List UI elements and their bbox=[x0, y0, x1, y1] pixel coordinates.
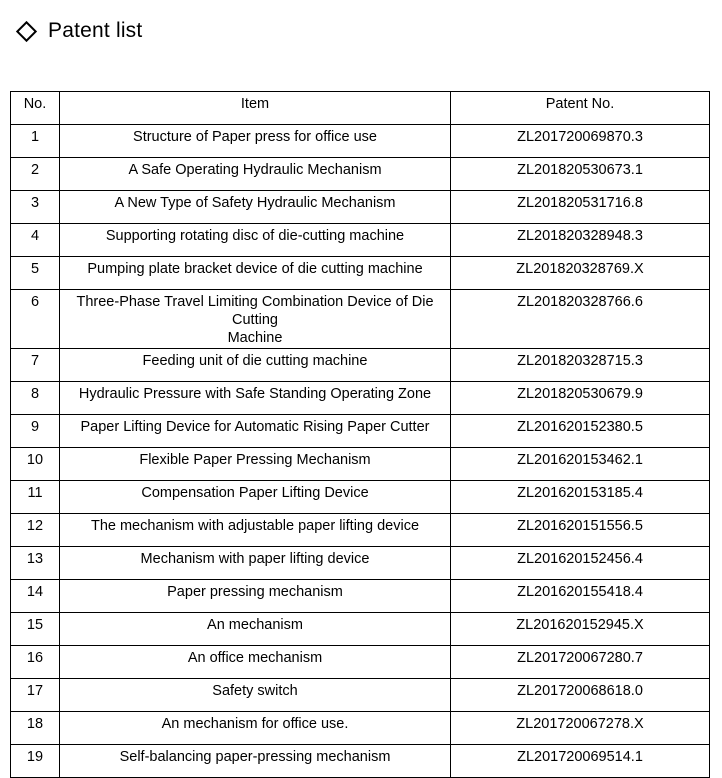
cell-item: Compensation Paper Lifting Device bbox=[60, 481, 451, 514]
table-row bbox=[11, 382, 710, 415]
cell-item: Supporting rotating disc of die-cutting machine bbox=[60, 224, 451, 257]
cell-no: 4 bbox=[11, 224, 60, 257]
table-row bbox=[11, 158, 710, 191]
cell-patent-no: ZL201820531716.8 bbox=[451, 191, 710, 224]
cell-no: 7 bbox=[11, 349, 60, 382]
cell-no: 12 bbox=[11, 514, 60, 547]
cell-item: Mechanism with paper lifting device bbox=[60, 547, 451, 580]
cell-no: 11 bbox=[11, 481, 60, 514]
table-row bbox=[11, 290, 710, 349]
cell-no: 16 bbox=[11, 646, 60, 679]
cell-no: 1 bbox=[11, 125, 60, 158]
cell-item: Feeding unit of die cutting machine bbox=[60, 349, 451, 382]
table-row bbox=[11, 679, 710, 712]
column-header-no: No. bbox=[11, 92, 60, 125]
cell-patent-no: ZL201820328769.X bbox=[451, 257, 710, 290]
cell-item: The mechanism with adjustable paper lifting device bbox=[60, 514, 451, 547]
table-row bbox=[11, 613, 710, 646]
table-row bbox=[11, 191, 710, 224]
table-row bbox=[11, 448, 710, 481]
cell-item: Paper Lifting Device for Automatic Rising Paper Cutter bbox=[60, 415, 451, 448]
cell-no: 6 bbox=[11, 290, 60, 349]
cell-patent-no: ZL201620151556.5 bbox=[451, 514, 710, 547]
page-title: Patent list bbox=[48, 19, 143, 42]
column-header-patent-no: Patent No. bbox=[451, 92, 710, 125]
cell-patent-no: ZL201620155418.4 bbox=[451, 580, 710, 613]
cell-patent-no: ZL201720067280.7 bbox=[451, 646, 710, 679]
section-heading bbox=[14, 16, 142, 46]
table-row bbox=[11, 415, 710, 448]
cell-patent-no: ZL201820530679.9 bbox=[451, 382, 710, 415]
table-row bbox=[11, 646, 710, 679]
cell-item: Self-balancing paper-pressing mechanism bbox=[60, 745, 451, 778]
cell-item: Safety switch bbox=[60, 679, 451, 712]
cell-patent-no: ZL201820530673.1 bbox=[451, 158, 710, 191]
cell-item bbox=[60, 290, 451, 349]
table-row bbox=[11, 514, 710, 547]
patent-table bbox=[10, 91, 710, 778]
table-row bbox=[11, 547, 710, 580]
cell-no: 13 bbox=[11, 547, 60, 580]
diamond-icon bbox=[16, 20, 37, 41]
cell-item-line: Three-Phase Travel Limiting Combination Device of Die bbox=[76, 294, 434, 310]
cell-item: An office mechanism bbox=[60, 646, 451, 679]
table-row bbox=[11, 125, 710, 158]
cell-item: Structure of Paper press for office use bbox=[60, 125, 451, 158]
cell-patent-no: ZL201620152945.X bbox=[451, 613, 710, 646]
cell-no: 14 bbox=[11, 580, 60, 613]
table-row bbox=[11, 580, 710, 613]
table-row bbox=[11, 257, 710, 290]
cell-no: 5 bbox=[11, 257, 60, 290]
cell-no: 15 bbox=[11, 613, 60, 646]
table-row bbox=[11, 745, 710, 778]
cell-item: An mechanism for office use. bbox=[60, 712, 451, 745]
cell-item: Flexible Paper Pressing Mechanism bbox=[60, 448, 451, 481]
cell-patent-no: ZL201720069870.3 bbox=[451, 125, 710, 158]
cell-item-line: Machine bbox=[227, 330, 283, 346]
cell-patent-no: ZL201820328948.3 bbox=[451, 224, 710, 257]
cell-patent-no: ZL201620152380.5 bbox=[451, 415, 710, 448]
cell-item: Hydraulic Pressure with Safe Standing Operating Zone bbox=[60, 382, 451, 415]
cell-no: 3 bbox=[11, 191, 60, 224]
cell-no: 18 bbox=[11, 712, 60, 745]
table-row bbox=[11, 224, 710, 257]
cell-item: Pumping plate bracket device of die cutting machine bbox=[60, 257, 451, 290]
cell-patent-no: ZL201820328715.3 bbox=[451, 349, 710, 382]
cell-patent-no: ZL201820328766.6 bbox=[451, 290, 710, 349]
cell-patent-no: ZL201720069514.1 bbox=[451, 745, 710, 778]
cell-no: 19 bbox=[11, 745, 60, 778]
table-row bbox=[11, 349, 710, 382]
cell-no: 8 bbox=[11, 382, 60, 415]
cell-item-line: Cutting bbox=[232, 312, 278, 328]
cell-patent-no: ZL201720068618.0 bbox=[451, 679, 710, 712]
cell-item: A New Type of Safety Hydraulic Mechanism bbox=[60, 191, 451, 224]
cell-item: Paper pressing mechanism bbox=[60, 580, 451, 613]
cell-patent-no: ZL201620153185.4 bbox=[451, 481, 710, 514]
cell-no: 17 bbox=[11, 679, 60, 712]
table-row bbox=[11, 481, 710, 514]
cell-no: 2 bbox=[11, 158, 60, 191]
table-row bbox=[11, 712, 710, 745]
column-header-item: Item bbox=[60, 92, 451, 125]
cell-item: A Safe Operating Hydraulic Mechanism bbox=[60, 158, 451, 191]
cell-patent-no: ZL201620152456.4 bbox=[451, 547, 710, 580]
cell-no: 10 bbox=[11, 448, 60, 481]
cell-item: An mechanism bbox=[60, 613, 451, 646]
cell-patent-no: ZL201620153462.1 bbox=[451, 448, 710, 481]
table-header-row bbox=[11, 92, 710, 125]
cell-no: 9 bbox=[11, 415, 60, 448]
cell-patent-no: ZL201720067278.X bbox=[451, 712, 710, 745]
